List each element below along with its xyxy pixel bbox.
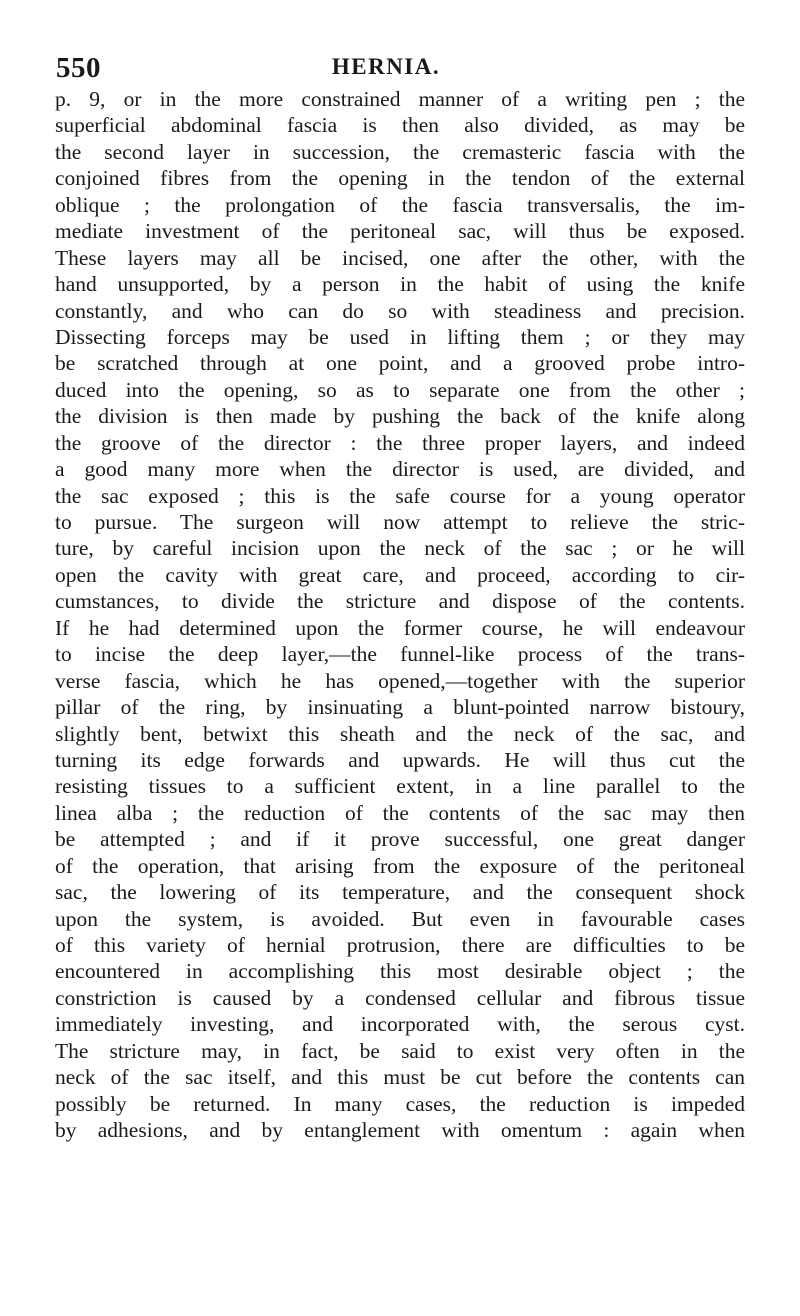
text-line: hand unsupported, by a person in the habit of using the knife — [55, 272, 745, 297]
text-line: pillar of the ring, by insinuating a blunt-pointed narrow bistoury, — [55, 695, 745, 720]
text-line: of the operation, that arising from the exposure of the peritoneal — [55, 853, 745, 878]
body-paragraph — [55, 86, 745, 1144]
text-line: ture, by careful incision upon the neck of the sac ; or he will — [55, 536, 745, 561]
running-title: HERNIA. — [331, 54, 441, 79]
running-head — [56, 52, 756, 82]
text-line: to pursue. The surgeon will now attempt to relieve the stric- — [55, 510, 745, 534]
text-line: neck of the sac itself, and this must be cut before the contents can — [55, 1065, 745, 1090]
text-line: conjoined fibres from the opening in the tendon of the external — [55, 166, 745, 191]
text-line: open the cavity with great care, and proceed, according to cir- — [55, 562, 745, 587]
text-line: possibly be returned. In many cases, the reduction is impeded — [55, 1091, 745, 1116]
text-line: linea alba ; the reduction of the contents of the sac may then — [55, 800, 745, 825]
text-line: a good many more when the director is used, are divided, and — [55, 457, 745, 482]
text-line: resisting tissues to a sufficient extent, in a line parallel to the — [55, 774, 745, 799]
text-line: by adhesions, and by entanglement with omentum : again when — [55, 1118, 745, 1143]
text-line: the division is then made by pushing the back of the knife along — [55, 404, 745, 429]
text-line: cumstances, to divide the stricture and dispose of the contents. — [55, 589, 745, 614]
text-line: constriction is caused by a condensed cellular and fibrous tissue — [55, 985, 745, 1010]
text-line: the second layer in succession, the cremasteric fascia with the — [55, 139, 745, 164]
text-line: Dissecting forceps may be used in lifting them ; or they may — [55, 324, 745, 349]
text-line: to incise the deep layer,—the funnel-like process of the trans- — [55, 642, 745, 667]
text-line: If he had determined upon the former course, he will endeavour — [55, 615, 745, 640]
text-line: be scratched through at one point, and a grooved probe intro- — [55, 351, 745, 376]
text-line: encountered in accomplishing this most desirable object ; the — [55, 959, 745, 984]
text-line: sac, the lowering of its temperature, and the consequent shock — [55, 880, 745, 905]
text-line: turning its edge forwards and upwards. He will thus cut the — [55, 747, 745, 772]
text-line: mediate investment of the peritoneal sac, will thus be exposed. — [55, 219, 745, 244]
text-line: verse fascia, which he has opened,—together with the superior — [55, 668, 745, 693]
text-line: duced into the opening, so as to separate one from the other ; — [55, 377, 745, 402]
text-line: superficial abdominal fascia is then also divided, as may be — [55, 113, 745, 138]
text-line: the sac exposed ; this is the safe course for a young operator — [55, 483, 745, 508]
text-line: oblique ; the prolongation of the fascia transversalis, the im- — [55, 192, 745, 217]
text-line: slightly bent, betwixt this sheath and the neck of the sac, and — [55, 721, 745, 746]
text-line: of this variety of hernial protrusion, there are difficulties to be — [55, 933, 745, 957]
text-line: p. 9, or in the more constrained manner of a writing pen ; the — [55, 87, 745, 111]
text-line: These layers may all be incised, one after the other, with the — [55, 245, 745, 270]
text-line: be attempted ; and if it prove successful, one great danger — [55, 827, 745, 852]
text-line: the groove of the director : the three proper layers, and indeed — [55, 430, 745, 455]
text-line: The stricture may, in fact, be said to exist very often in the — [55, 1038, 745, 1063]
page-number: 550 — [56, 52, 101, 84]
text-line: immediately investing, and incorporated with, the serous cyst. — [55, 1012, 745, 1037]
text-line: upon the system, is avoided. But even in favourable cases — [55, 906, 745, 931]
text-line: constantly, and who can do so with steadiness and precision. — [55, 298, 745, 323]
